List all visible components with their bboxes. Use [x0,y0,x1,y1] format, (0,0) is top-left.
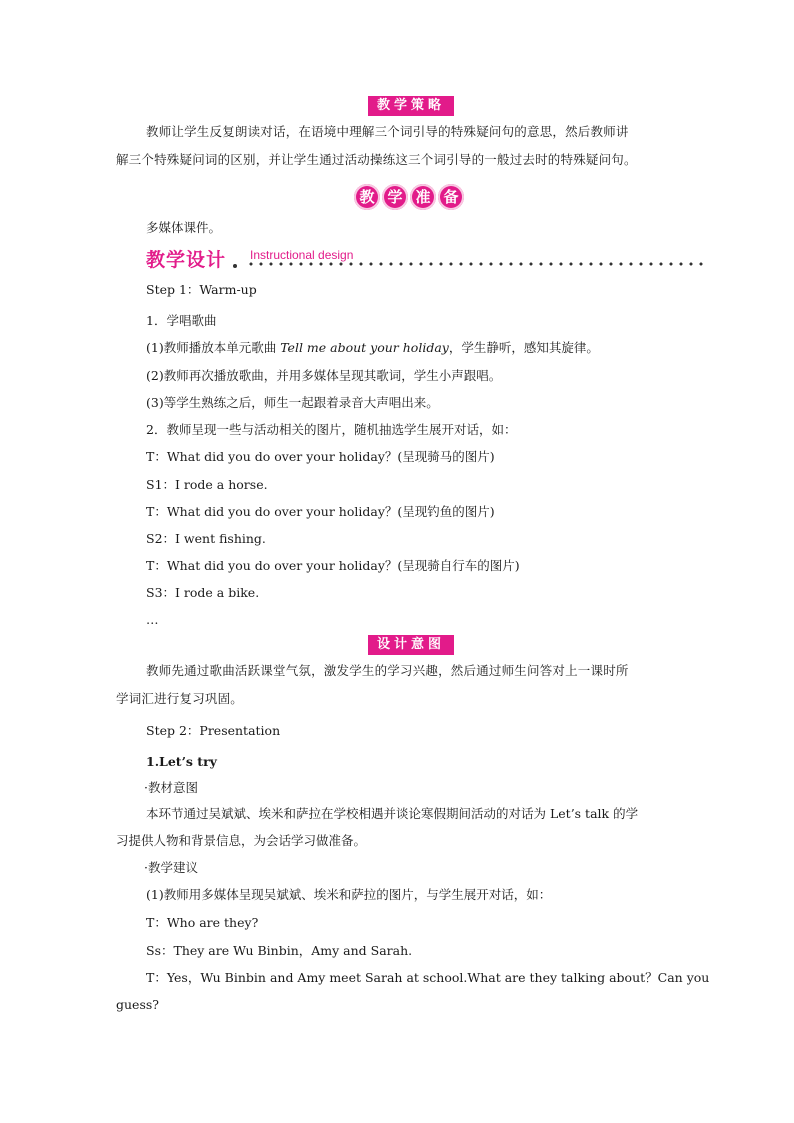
step2-dialog-4: guess? [116,997,159,1012]
step2-dialog-1: T：Who are they? [146,915,259,930]
prep-text: 多媒体课件。 [146,220,222,235]
step1-title: Step 1：Warm-up [146,282,257,297]
step2-sub: 1.Let’s try [146,754,217,769]
song-title: Tell me about your holiday [280,340,449,355]
step1-s1-pre: (1)教师播放本单元歌曲 [146,340,281,355]
step2-intent-line-1: 本环节通过吴斌斌、埃米和萨拉在学校相遇并谈论寒假期间活动的对话为 Let’s talk 的学 [146,806,639,821]
step1-s1 [146,340,599,356]
prep-char-3: 准 [410,184,436,210]
step1-item1: 1．学唱歌曲 [146,313,217,328]
prep-char-1: 教 [354,184,380,210]
dialog-line: S3：I rode a bike. [146,585,260,600]
step1-item2: 2．教师呈现一些与活动相关的图片，随机抽选学生展开对话，如： [146,422,517,437]
dialog-line: T：What did you do over your holiday？(呈现钓鱼的图片) [146,504,495,519]
intent-line-1: 教师先通过歌曲活跃课堂气氛，激发学生的学习兴趣，然后通过师生问答对上一课时所 [146,663,629,678]
design-dotted-rule [246,262,708,266]
prep-badge [354,184,464,210]
intent-tab: 设计意图 [368,635,454,655]
step2-intent-line-2: 习提供人物和背景信息，为会话学习做准备。 [116,833,367,848]
step2-dialog-3: T：Yes，Wu Binbin and Amy meet Sarah at school.What are they talking about？Can you [146,970,710,985]
dialog-line: S1：I rode a horse. [146,477,268,492]
strategy-line-1: 教师让学生反复朗读对话，在语境中理解三个词引导的特殊疑问句的意思，然后教师讲 [146,124,629,139]
step1-s3: (3)等学生熟练之后，师生一起跟着录音大声唱出来。 [146,395,439,410]
dialog-ellipsis: … [146,612,159,627]
step2-title: Step 2：Presentation [146,723,281,738]
step2-suggest-label: ·教学建议 [144,860,198,875]
strategy-tab: 教学策略 [368,96,454,116]
strategy-line-2: 解三个特殊疑问词的区别，并让学生通过活动操练这三个词引导的一般过去时的特殊疑问句。 [116,152,637,167]
step1-s1-post: ，学生静听，感知其旋律。 [448,340,599,355]
dialog-line: T：What did you do over your holiday？(呈现骑自行车的图片) [146,558,520,573]
step2-dialog-2: Ss：They are Wu Binbin，Amy and Sarah. [146,943,413,958]
design-subtitle: Instructional design [250,248,354,262]
design-title-dot [233,264,237,268]
step2-intent-label: ·教材意图 [144,780,198,795]
dialog-line: S2：I went fishing. [146,531,266,546]
dialog-line: T：What did you do over your holiday？(呈现骑马的图片) [146,449,495,464]
step2-s1: (1)教师用多媒体呈现吴斌斌、埃米和萨拉的图片，与学生展开对话，如： [146,887,552,902]
prep-char-4: 备 [438,184,464,210]
intent-line-2: 学词汇进行复习巩固。 [116,691,244,706]
step1-s2: (2)教师再次播放歌曲，并用多媒体呈现其歌词，学生小声跟唱。 [146,368,502,383]
prep-char-2: 学 [382,184,408,210]
design-title: 教学设计 [146,249,227,271]
